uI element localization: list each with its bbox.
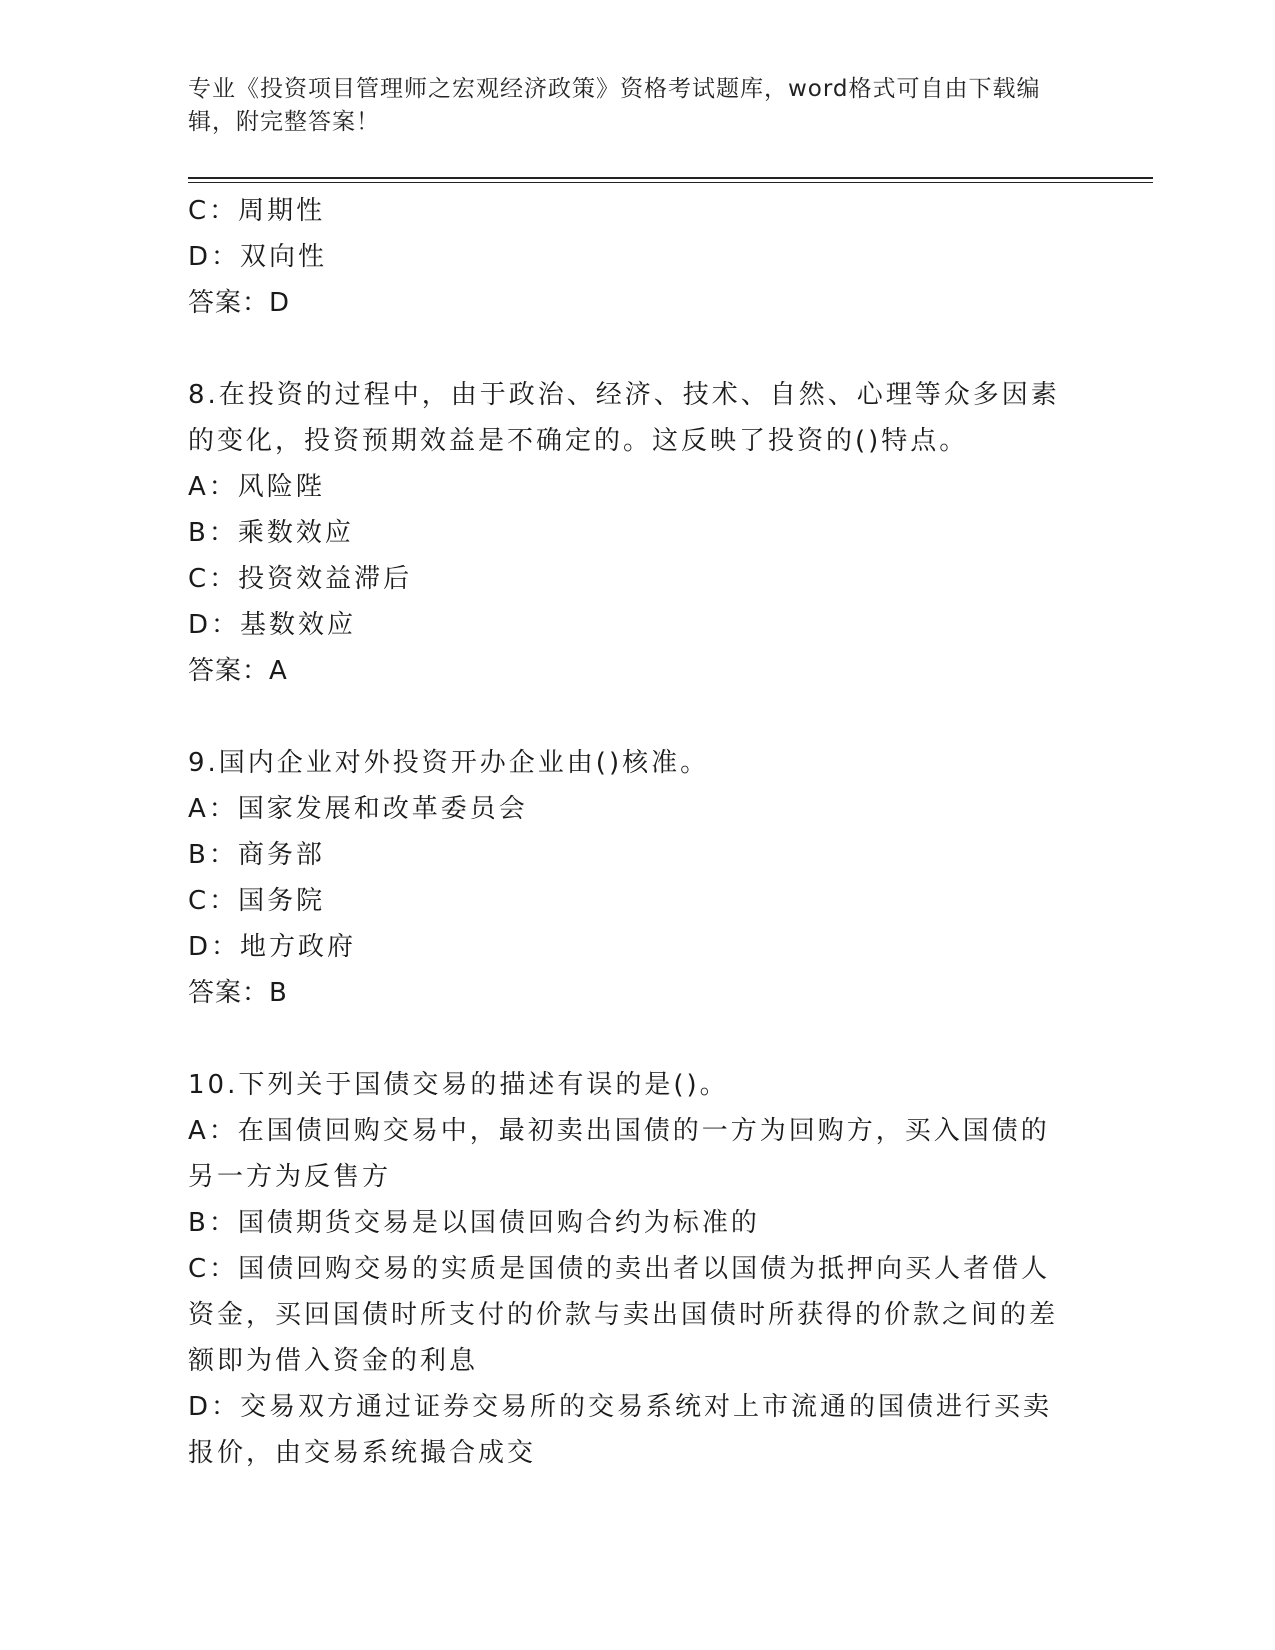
option-a: A：风险陛	[188, 472, 325, 502]
option-d: D：基数效应	[188, 610, 357, 640]
header-rule-thick	[188, 177, 1153, 179]
exam-content	[188, 188, 1078, 1476]
question-stem: 10.下列关于国债交易的描述有误的是()。	[188, 1070, 729, 1100]
header-rule-thin	[188, 182, 1153, 183]
question-9	[188, 740, 1078, 1016]
page-header: 专业《投资项目管理师之宏观经济政策》资格考试题库，word格式可自由下载编辑，附完整答案！	[188, 76, 1041, 135]
previous-question-tail	[188, 188, 1078, 326]
question-10	[188, 1062, 1078, 1476]
option-b: B：乘数效应	[188, 518, 354, 548]
option-a: A：国家发展和改革委员会	[188, 794, 528, 824]
option-a: A：在国债回购交易中，最初卖出国债的一方为回购方，买入国债的另一方为反售方	[188, 1116, 1050, 1192]
question-stem: 9.国内企业对外投资开办企业由()核准。	[188, 748, 710, 778]
option-d: D：交易双方通过证券交易所的交易系统对上市流通的国债进行买卖报价，由交易系统撮合成交	[188, 1392, 1053, 1468]
option-b: B：商务部	[188, 840, 325, 870]
option-b: B：国债期货交易是以国债回购合约为标准的	[188, 1208, 760, 1238]
option-d: D：双向性	[188, 242, 328, 272]
answer: 答案：D	[188, 288, 291, 318]
answer: 答案：A	[188, 656, 288, 686]
option-c: C：周期性	[188, 196, 326, 226]
answer: 答案：B	[188, 978, 288, 1008]
question-stem: 8.在投资的过程中，由于政治、经济、技术、自然、心理等众多因素的变化，投资预期效益是不确定的。这反映了投资的()特点。	[188, 380, 1060, 456]
option-c: C：国务院	[188, 886, 326, 916]
option-c: C：国债回购交易的实质是国债的卖出者以国债为抵押向买人者借人资金，买回国债时所支付的价款与卖出国债时所获得的价款之间的差额即为借入资金的利息	[188, 1254, 1059, 1376]
question-8	[188, 372, 1078, 694]
option-c: C：投资效益滞后	[188, 564, 413, 594]
option-d: D：地方政府	[188, 932, 357, 962]
